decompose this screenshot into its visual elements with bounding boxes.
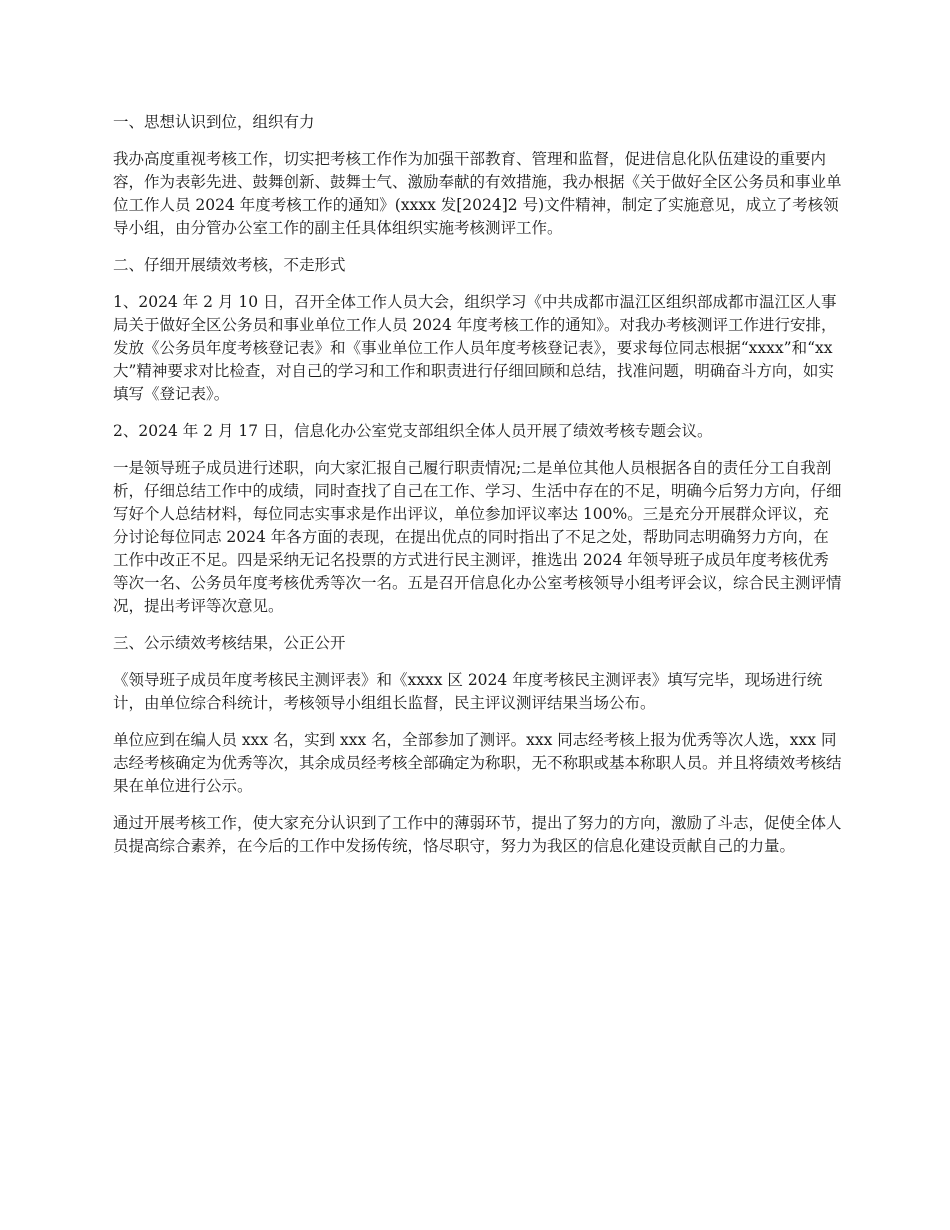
document-body bbox=[113, 111, 843, 872]
paragraph-6: 单位应到在编人员 xxx 名，实到 xxx 名，全部参加了测评。xxx 同志经考核上报为优秀等次人选，xxx 同志经考核确定为优秀等次，其余成员经考核全部确定为称职，无不称职或基本称职人员。并且将绩效考核结果在单位进行公示。 bbox=[113, 731, 842, 795]
paragraph-2: 1、2024 年 2 月 10 日，召开全体工作人员大会，组织学习《中共成都市温江区组织部成都市温江区人事局关于做好全区公务员和事业单位工作人员 2024 年度考核工作的通知》。对我办考核测评工作进行安排，发放《公务员年度考核登记表》和《事业单位工作人员年度考核登记表》，要求每位同志根据“xxxx”和“xx 大”精神要求对比检查，对自己的学习和工作和职责进行仔细回顾和总结，找准问题，明确奋斗方向，如实填写《登记表》。 bbox=[113, 293, 837, 403]
paragraph-1: 我办高度重视考核工作，切实把考核工作作为加强干部教育、管理和监督，促进信息化队伍建设的重要内容，作为表彰先进、鼓舞创新、鼓舞士气、激励奉献的有效措施，我办根据《关于做好全区公务员和事业单位工作人员 2024 年度考核工作的通知》(xxxx 发[2024]2 号)文件精神，制定了实施意见，成立了考核领导小组，由分管办公室工作的副主任具体组织实施考核测评工作。 bbox=[113, 150, 842, 237]
section-heading-1: 一、思想认识到位，组织有力 bbox=[113, 113, 315, 131]
paragraph-4: 一是领导班子成员进行述职，向大家汇报自己履行职责情况;二是单位其他人员根据各自的责任分工自我剖析，仔细总结工作中的成绩，同时查找了自己在工作、学习、生活中存在的不足，明确今后努力方向，仔细写好个人总结材料，每位同志实事求是作出评议，单位参加评议率达 100%。三是充分开展群众评议，充分讨论每位同志 2024 年各方面的表现，在提出优点的同时指出了不足之处，帮助同志明确努力方向，在工作中改正不足。四是采纳无记名投票的方式进行民主测评，推选出 2024 年领导班子成员年度考核优秀等次一名、公务员年度考核优秀等次一名。五是召开信息化办公室考核领导小组考评会议，综合民主测评情况，提出考评等次意见。 bbox=[113, 459, 842, 615]
paragraph-5: 《领导班子成员年度考核民主测评表》和《xxxx 区 2024 年度考核民主测评表》填写完毕，现场进行统计，由单位综合科统计，考核领导小组组长监督，民主评议测评结果当场公布。 bbox=[113, 671, 823, 712]
paragraph-3: 2、2024 年 2 月 17 日，信息化办公室党支部组织全体人员开展了绩效考核专题会议。 bbox=[113, 422, 713, 440]
section-heading-2: 二、仔细开展绩效考核，不走形式 bbox=[113, 256, 346, 274]
paragraph-7: 通过开展考核工作，使大家充分认识到了工作中的薄弱环节，提出了努力的方向，激励了斗志，促使全体人员提高综合素养，在今后的工作中发扬传统，恪尽职守，努力为我区的信息化建设贡献自己的力量。 bbox=[113, 814, 842, 855]
section-heading-3: 三、公示绩效考核结果，公正公开 bbox=[113, 634, 346, 652]
